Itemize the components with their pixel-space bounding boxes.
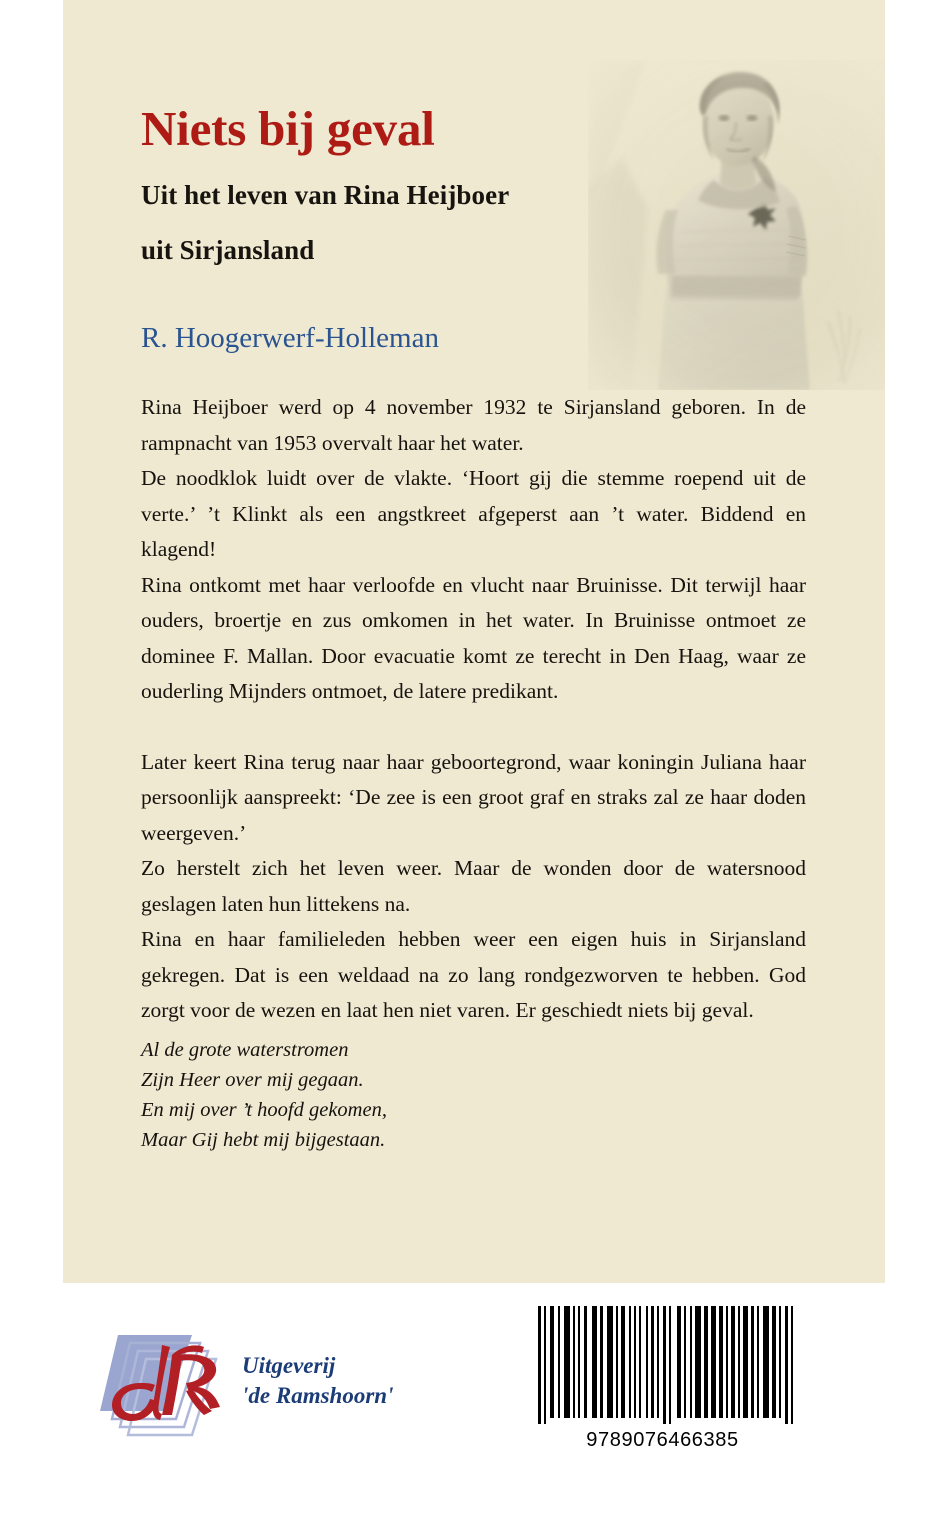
- back-cover-panel: [63, 0, 885, 1283]
- isbn-number: 9789076466385: [586, 1429, 739, 1451]
- verse-line-4: Maar Gij hebt mij bijgestaan.: [141, 1129, 386, 1151]
- blurb-paragraph-2: De noodklok luidt over de vlakte. ‘Hoort gij die stemme roepend uit de verte.’ ’t Klinkt als een angstkreet afgeperst aan ’t water. Biddend en klagend!: [141, 466, 806, 561]
- barcode-icon: [520, 1306, 805, 1426]
- book-subtitle-line-1: Uit het leven van Rina Heijboer: [141, 180, 510, 210]
- publisher-name: [242, 1351, 393, 1411]
- blurb-paragraph-3: Rina ontkomt met haar verloofde en vlucht naar Bruinisse. Dit terwijl haar ouders, broertje en zus omkomen in het water. In Bruinisse ontmoet ze dominee F. Mallan. Door evacuatie komt ze terecht in Den Haag, waar ze ouderling Mijnders ontmoet, de latere predikant.: [141, 572, 806, 703]
- blurb-paragraph-1: Rina Heijboer werd op 4 november 1932 te Sirjansland geboren. In de rampnacht van 1953 overvalt haar het water.: [141, 395, 806, 455]
- verse-quote: [141, 1035, 387, 1155]
- paragraph-spacer: [141, 710, 806, 745]
- publisher-name-line-2: 'de Ramshoorn': [242, 1383, 394, 1408]
- barcode-block: [520, 1296, 805, 1458]
- portrait-photo: [588, 60, 885, 390]
- portrait-illustration: [588, 60, 885, 390]
- book-subtitle-line-2: uit Sirjansland: [141, 235, 315, 265]
- author-name: R. Hoogerwerf-Holleman: [141, 322, 439, 354]
- verse-line-2: Zijn Heer over mij gegaan.: [141, 1069, 364, 1091]
- blurb-paragraph-5: Zo herstelt zich het leven weer. Maar de wonden door de watersnood geslagen laten hun littekens na.: [141, 856, 806, 916]
- publisher-name-line-1: Uitgeverij: [242, 1353, 336, 1378]
- portrait-photo-image: [588, 60, 885, 390]
- verse-line-1: Al de grote waterstromen: [141, 1039, 349, 1061]
- blurb-text: [141, 390, 806, 1029]
- verse-line-3: En mij over ’t hoofd gekomen,: [141, 1099, 387, 1121]
- publisher-block: [100, 1325, 393, 1437]
- book-title: Niets bij geval: [141, 101, 435, 156]
- blurb-paragraph-6: Rina en haar familieleden hebben weer een eigen huis in Sirjansland gekregen. Dat is een weldaad na zo lang rondgezworven te hebben. God zorgt voor de wezen en laat hen niet varen. Er geschiedt niets bij geval.: [141, 927, 806, 1022]
- blurb-paragraph-4: Later keert Rina terug naar haar geboortegrond, waar koningin Juliana haar persoonlijk aanspreekt: ‘De zee is een groot graf en straks zal ze haar doden weergeven.’: [141, 749, 806, 845]
- publisher-logo-icon: [100, 1325, 228, 1437]
